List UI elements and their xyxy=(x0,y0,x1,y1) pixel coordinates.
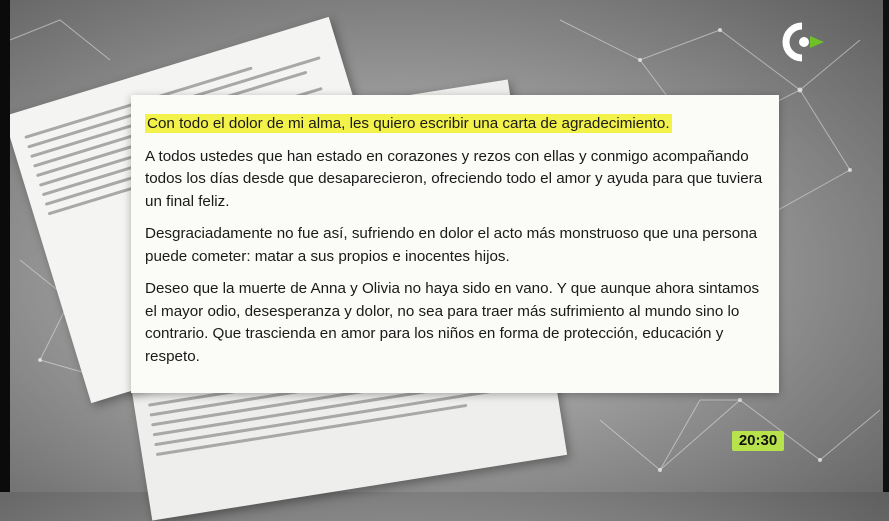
letter-paragraph-2: Desgraciadamente no fue así, sufriendo en dolor el acto más monstruoso que una persona puede cometer: matar a sus propios e inocentes hijos. xyxy=(145,225,758,265)
broadcast-clock: 20:30 xyxy=(732,431,784,451)
letter-heading-highlight: Con todo el dolor de mi alma, les quiero escribir una carta de agradecimiento. xyxy=(147,115,670,132)
channel-logo-icon xyxy=(780,22,826,62)
letter-paragraph-3: Deseo que la muerte de Anna y Olivia no haya sido en vano. Y que aunque ahora sintamos el mayor odio, desesperanza y dolor, no sea para traer más sufrimiento al mundo sino lo contrario. Que trascienda en amor para los niños en forma de protección, educación y respeto. xyxy=(145,280,760,365)
letter-heading xyxy=(145,113,763,136)
letter-text-card xyxy=(131,95,779,393)
letter-paragraph-1: A todos ustedes que han estado en corazones y rezos con ellas y conmigo acompañando todos los días desde que desaparecieron, ofreciendo todo el amor y ayuda para que tuviera un final feliz. xyxy=(145,147,763,210)
